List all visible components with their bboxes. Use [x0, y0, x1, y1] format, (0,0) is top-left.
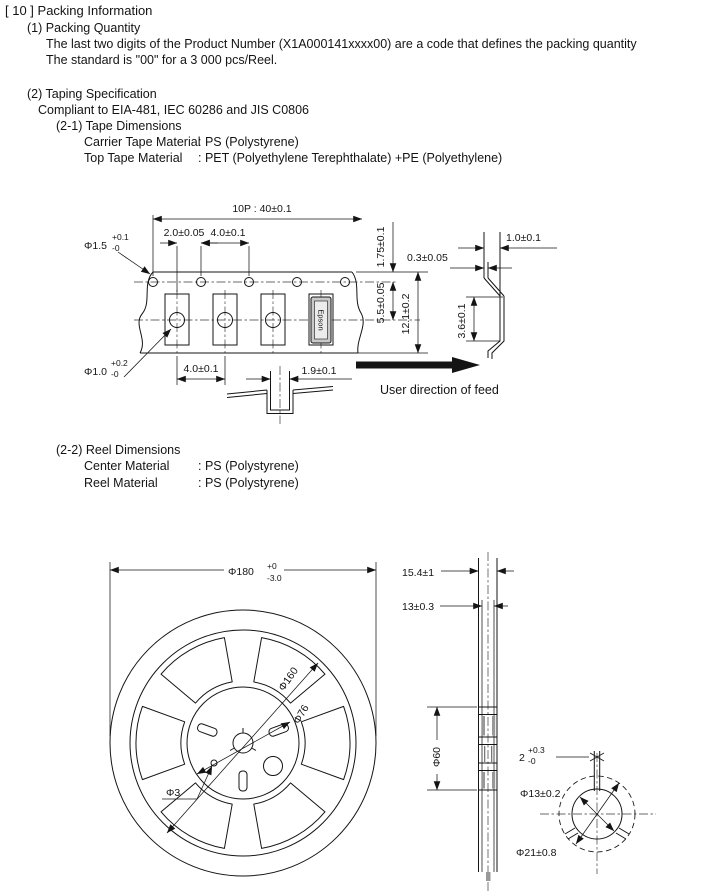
dim-phi76-label: Φ76 — [291, 702, 312, 727]
feed-direction-text: User direction of feed — [380, 383, 499, 397]
hub-drive-hole — [264, 757, 283, 776]
tape-width-dimensions — [356, 222, 428, 353]
reel-spoke-slots — [136, 632, 350, 854]
dim-1-9-label: 1.9±0.1 — [301, 365, 337, 377]
pocket-hole-callout — [84, 329, 171, 379]
dim-phi10-label: Φ1.0 — [84, 366, 107, 378]
reel-side-view — [402, 552, 514, 893]
dim-12-1-label: 12.1±0.2 — [400, 293, 412, 335]
packing-quantity-line1: The last two digits of the Product Number (X1A000141xxxx00) are a code that defines the packing quantity — [46, 37, 637, 51]
dim-phi13-label: Φ13±0.2 — [520, 788, 561, 800]
top-tape-material-label: Top Tape Material — [84, 151, 183, 165]
core-dia-dimension — [427, 707, 477, 790]
pocket-pitch-dimension — [177, 356, 225, 385]
reel-front-view — [110, 561, 376, 876]
hub-keyway-slot — [268, 723, 290, 737]
dim-phi160-label: Φ160 — [276, 665, 301, 694]
tape-dimensions-heading: (2-1) Tape Dimensions — [56, 119, 182, 133]
packing-quantity-line2: The standard is "00" for a 3 000 pcs/Reel. — [46, 53, 278, 67]
reel-material-label: Reel Material — [84, 476, 158, 490]
reel-outer-circle — [110, 610, 376, 876]
dim-slot-tol-minus: -0 — [528, 756, 536, 766]
feed-direction — [356, 357, 499, 397]
center-material-label: Center Material — [84, 459, 170, 473]
dim-slot-tol-plus: +0.3 — [528, 745, 545, 755]
component-brand-text: Epson — [316, 309, 326, 331]
dim-phi180-tol-plus: +0 — [267, 561, 277, 571]
pocket-cross-section — [227, 365, 352, 424]
dim-2-0-label: 2.0±0.05 — [163, 227, 205, 239]
top-tape-material-value: : PET (Polyethylene Terephthalate) +PE (Polyethylene) — [198, 151, 503, 165]
dim-phi15-label: Φ1.5 — [84, 240, 107, 252]
reel-dimensions-heading: (2-2) Reel Dimensions — [56, 443, 181, 457]
section-title: [ 10 ] Packing Information — [5, 3, 153, 18]
center-material-value: : PS (Polystyrene) — [198, 459, 299, 473]
dim-phi3-label: Φ3 — [166, 787, 181, 799]
dim-phi10-tol-minus: -0 — [111, 369, 119, 379]
reel-material-value: : PS (Polystyrene) — [198, 476, 299, 490]
tape-drawing — [84, 203, 557, 424]
dim-15-4-label: 15.4±1 — [402, 567, 435, 579]
dim-10p-label: 10P : 40±0.1 — [232, 203, 292, 215]
dim-13-label: 13±0.3 — [402, 601, 435, 613]
hub-keyway-slot — [197, 723, 219, 737]
feed-arrow — [356, 357, 480, 373]
hub-keyway-slot — [239, 771, 247, 791]
carrier-tape-material-value: : PS (Polystyrene) — [198, 135, 299, 149]
dim-1-75-label: 1.75±0.1 — [375, 226, 387, 268]
epson-component — [311, 297, 331, 343]
taping-spec-heading: (2) Taping Specification — [27, 87, 157, 101]
dim-phi60-label: Φ60 — [431, 746, 443, 768]
dim-4-0-bottom-label: 4.0±0.1 — [183, 363, 219, 375]
dim-phi10-tol-plus: +0.2 — [111, 358, 128, 368]
tape-pockets — [165, 294, 333, 345]
tape-top-dimensions — [153, 203, 362, 292]
dim-phi15-tol-minus: -0 — [112, 243, 120, 253]
reel-hub-features — [197, 723, 290, 791]
dim-slot-width-label: 2 — [519, 752, 525, 764]
reel-inner-rim-circle — [130, 630, 356, 856]
dim-0-3-label: 0.3±0.05 — [407, 252, 448, 264]
dim-phi15-tol-plus: +0.1 — [112, 232, 129, 242]
carrier-tape-material-label: Carrier Tape Material — [84, 135, 201, 149]
dim-phi21-label: Φ21±0.8 — [516, 847, 557, 859]
center-hole — [233, 733, 253, 753]
dim-phi180-tol-minus: -3.0 — [267, 573, 282, 583]
tape-edge-profile — [407, 232, 557, 359]
dim-phi180-label: Φ180 — [228, 566, 254, 578]
dim-5-5-label: 5.5±0.05 — [375, 282, 387, 324]
hub-detail-view — [516, 745, 656, 874]
packing-quantity-heading: (1) Packing Quantity — [27, 21, 141, 35]
reel-inner-dia-dimensions — [162, 663, 318, 833]
sprocket-hole-callout — [84, 232, 150, 274]
dim-3-6-label: 3.6±0.1 — [456, 303, 468, 339]
dim-1-0-label: 1.0±0.1 — [506, 232, 541, 244]
compliance-text: Compliant to EIA-481, IEC 60286 and JIS C0806 — [38, 103, 309, 117]
dim-4-0-top-label: 4.0±0.1 — [210, 227, 246, 239]
